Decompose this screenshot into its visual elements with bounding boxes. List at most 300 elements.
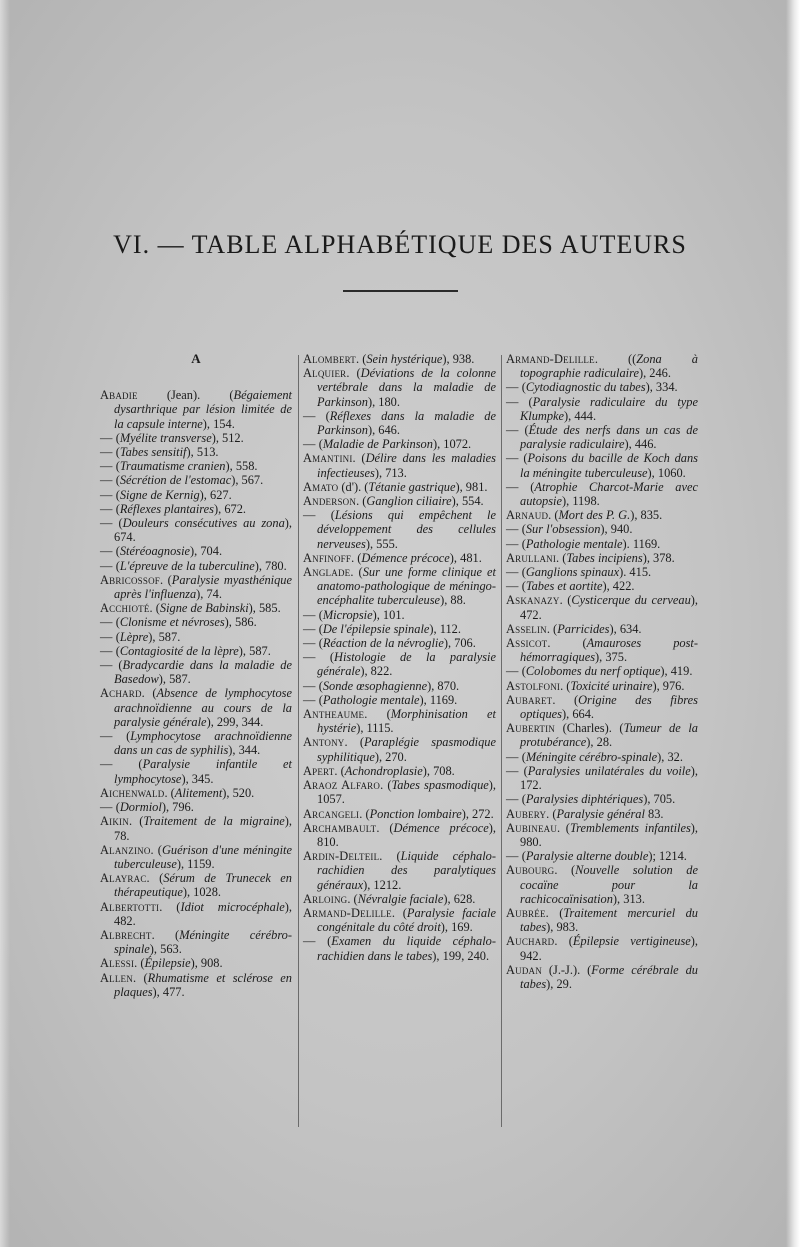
page-refs: ). 415. (619, 565, 652, 580)
index-entry (100, 928, 292, 956)
entry-detail: ( (518, 423, 529, 438)
author-name: — (303, 408, 316, 423)
author-name: — (100, 487, 113, 502)
entry-detail: . ( (146, 871, 164, 886)
index-entry (506, 508, 698, 522)
entry-detail: (Charles). ( (555, 721, 624, 736)
page-refs: ), 32. (657, 749, 683, 764)
work-title: Sonde œsophagienne (322, 678, 428, 693)
index-entry (100, 686, 292, 729)
page-refs: ), 563. (149, 942, 182, 957)
page-refs: ), 940. (600, 522, 633, 537)
entry-detail: ( (315, 508, 335, 523)
page-refs: ), 835. (630, 508, 663, 523)
work-title: Forme cérébrale du tabes (520, 962, 698, 991)
entry-detail: ( (315, 607, 323, 622)
entry-detail: ( (518, 451, 528, 466)
author-name: — (303, 692, 316, 707)
index-entry (100, 729, 292, 757)
entry-detail: ( (518, 579, 526, 594)
entry-detail: . ( (391, 905, 407, 920)
work-title: Tabes spasmodique (391, 778, 489, 793)
page-refs: ), 706. (443, 636, 476, 651)
work-title: Lymphocytose arachnoïdienne dans un cas de syphilis (114, 729, 292, 758)
index-entry (100, 956, 292, 970)
author-name: Aubertin (506, 721, 556, 736)
page-refs: ), 180. (367, 394, 400, 409)
page-refs: ), 1159. (176, 856, 215, 871)
page-refs: ), 585. (248, 601, 281, 616)
author-name: Alessi (100, 956, 135, 971)
page-refs: ), 674. (114, 516, 292, 545)
index-entry (303, 650, 496, 678)
index-entry (303, 821, 496, 849)
entry-detail: . ( (164, 785, 175, 800)
index-entry (303, 679, 496, 693)
work-title: Déviations de la colonne vertébrale dans la maladie de Parkinson (317, 366, 497, 409)
index-entry (100, 502, 292, 516)
author-name: — (100, 430, 113, 445)
author-name: Albrecht (100, 927, 152, 942)
index-entry (100, 573, 292, 601)
work-title: Rhumatisme et sclérose en plaques (114, 970, 292, 999)
work-title: Tabes et aortite (525, 579, 603, 594)
page-refs: ), 172. (520, 763, 698, 793)
work-title: Dormiol (119, 800, 162, 815)
entry-detail: . ( (547, 636, 587, 651)
page-refs: ), 446. (624, 437, 657, 452)
index-entry (303, 480, 496, 494)
entry-detail: ( (112, 487, 120, 502)
author-name: — (100, 629, 113, 644)
entry-detail: . ( (347, 891, 358, 906)
author-name: — (303, 508, 316, 523)
entry-detail: . ( (545, 905, 564, 920)
index-entry (100, 658, 292, 686)
page-refs: ), 422. (602, 579, 635, 594)
author-name: — (100, 800, 113, 815)
work-title: Méningite cérébro-spinale (525, 749, 658, 764)
index-entry (100, 900, 292, 928)
author-name: Asselin (506, 621, 547, 636)
entry-detail: ( (112, 516, 123, 531)
entry-detail: . ( (159, 899, 181, 914)
index-entry (506, 451, 698, 479)
work-title: Tabes sensitif (119, 445, 187, 460)
work-title: Cytodiagnostic du tabes (525, 380, 646, 395)
entry-detail: ( (112, 558, 120, 573)
index-entry (100, 388, 292, 431)
work-title: Tremblements infantiles (569, 820, 691, 835)
index-column-1 (100, 352, 292, 999)
entry-detail: . ( (134, 956, 145, 971)
work-title: Atrophie Charcot-Marie avec autopsie (520, 479, 698, 509)
author-name: Archambault (303, 820, 377, 835)
work-title: Paralysie alterne double (525, 849, 649, 864)
page-refs: ), 513. (186, 445, 219, 460)
author-name: Alombert (303, 352, 357, 366)
work-title: Guérison d'une méningite tuberculeuse (114, 842, 292, 871)
entry-detail: ( (112, 658, 123, 673)
author-name: Albertotti (100, 899, 160, 914)
index-entry (506, 380, 698, 394)
page-refs: ), 477. (152, 984, 185, 999)
author-name: Achard (100, 686, 142, 701)
entry-detail: . ( (364, 707, 391, 722)
page-refs: ); 1214. (648, 849, 687, 864)
work-title: Amauroses post-hémorragiques (520, 636, 698, 665)
author-name: Alanzino (100, 842, 151, 857)
index-entry (100, 488, 292, 502)
page-refs: ), 101. (372, 607, 405, 622)
index-entry (506, 863, 698, 906)
work-title: Tabes incipiens (566, 550, 643, 565)
author-name: — (100, 501, 113, 516)
entry-detail: ( (315, 621, 323, 636)
index-entry (303, 366, 496, 409)
index-entry (506, 679, 698, 693)
author-name: Abricossof (100, 572, 160, 587)
entry-detail: . ( (556, 550, 567, 565)
author-name: Aichenwald (100, 785, 165, 800)
entry-detail: . ( (559, 593, 572, 608)
author-name: Acchioté (100, 601, 150, 616)
index-entry (303, 735, 496, 763)
page-refs: ), 482. (114, 899, 292, 928)
page-refs: ), 419. (660, 664, 693, 679)
entry-detail: . ( (128, 814, 144, 829)
entry-detail: ( (518, 394, 533, 409)
index-entry (303, 622, 496, 636)
entry-detail: . ( (351, 550, 362, 565)
work-title: Pathologie mentale (525, 536, 623, 551)
index-entry (303, 693, 496, 707)
work-title: Signe de Babinski (159, 601, 249, 616)
index-entry (303, 892, 496, 906)
work-title: Clonisme et névroses (119, 615, 225, 630)
entry-detail: ( (518, 664, 526, 679)
author-name: Ardin-Delteil (303, 849, 380, 864)
entry-detail: ( (112, 501, 120, 516)
index-entry (100, 871, 292, 899)
author-name: — (506, 664, 519, 679)
page-refs: ), 1060. (647, 465, 686, 480)
entry-detail: ( (112, 430, 120, 445)
entry-detail: ( (518, 849, 526, 864)
work-title: Achondroplasie (344, 763, 423, 778)
author-name: Aubaret (506, 692, 553, 707)
author-name: — (506, 522, 519, 537)
work-title: Traitement de la migraine (143, 814, 285, 829)
author-name: Arnaud (506, 508, 549, 523)
author-name: — (100, 516, 113, 531)
page-refs: ), 627. (199, 487, 232, 502)
page-refs: ), 246. (638, 366, 671, 381)
author-name: Amantini (303, 451, 353, 466)
author-name: Araoz Alfaro (303, 778, 381, 793)
author-name: Alquier (303, 366, 347, 381)
index-entry (100, 516, 292, 544)
index-entry (100, 601, 292, 615)
work-title: Paralysie faciale congénitale du côté droit (317, 905, 496, 935)
author-name: — (303, 678, 316, 693)
entry-detail: (d'). ( (338, 479, 369, 494)
author-name: — (506, 763, 519, 778)
work-title: Ponction lombaire (369, 806, 462, 821)
entry-detail: (Jean). ( (137, 388, 234, 403)
index-entry (100, 786, 292, 800)
author-name: Audan (506, 962, 542, 977)
index-entry (506, 537, 698, 551)
author-name: — (100, 643, 113, 658)
page-refs: ), 28. (586, 735, 613, 750)
page-refs: ), 713. (374, 465, 407, 480)
author-name: — (100, 757, 113, 772)
work-title: Ganglion ciliaire (366, 494, 452, 509)
work-title: Liquide céphalo-rachidien des paralytiques généraux (317, 849, 497, 892)
work-title: Épilepsie vertigineuse (572, 934, 691, 949)
author-name: — (506, 423, 519, 438)
entry-detail: ( (112, 643, 120, 658)
index-entry (506, 750, 698, 764)
index-entry (303, 451, 496, 479)
page-refs: ). 1169. (622, 536, 661, 551)
index-entry (100, 459, 292, 473)
work-title: Ganglions spinaux (525, 565, 620, 580)
page-refs: ), 112. (429, 621, 461, 636)
index-entry (303, 636, 496, 650)
author-name: Amato (303, 479, 339, 494)
index-entry (506, 807, 698, 821)
author-name: Astolfoni (506, 678, 561, 693)
page-refs: ), 586. (224, 615, 257, 630)
entry-detail: . ( (554, 863, 576, 878)
entry-detail: ( (518, 479, 535, 494)
page-refs: ), 983. (546, 920, 579, 935)
index-entry (303, 551, 496, 565)
page-refs: ), 942. (520, 934, 698, 963)
page-refs: ), 587. (238, 643, 271, 658)
author-name: Anfinoff (303, 550, 352, 565)
page-refs: ), 1028. (182, 885, 222, 900)
page-refs: ), 78. (114, 814, 293, 843)
index-entry (303, 906, 496, 934)
index-entry (506, 423, 698, 451)
author-name: — (303, 650, 316, 665)
index-entry (303, 508, 496, 551)
page-refs: ), 270. (374, 749, 407, 764)
page-refs: 83. (644, 806, 664, 821)
page-refs: ), 29. (546, 976, 572, 991)
work-title: Sécrétion de l'estomac (119, 473, 232, 488)
index-entry (506, 352, 698, 380)
index-entry (100, 544, 292, 558)
author-name: — (506, 479, 519, 494)
author-name: Abadie (100, 388, 138, 403)
index-entry (506, 693, 698, 721)
work-title: Paraplégie spasmodique syphilitique (317, 735, 496, 764)
entry-detail: ( (112, 473, 120, 488)
work-title: Sur l'obsession (525, 522, 601, 537)
author-name: Armand-Delille (506, 352, 595, 366)
page-refs: ), 587. (148, 629, 181, 644)
author-name: — (100, 544, 113, 559)
entry-detail: ( (518, 792, 526, 807)
page-refs: ), 567. (231, 473, 264, 488)
author-name: Aubrée (506, 905, 546, 920)
page-refs: ), 938. (442, 352, 475, 366)
entry-detail: . ( (346, 366, 361, 381)
author-name: — (303, 934, 316, 949)
page-refs: ), 976. (652, 678, 685, 693)
page-refs: ), 1212. (363, 877, 402, 892)
work-title: Origine des fibres optiques (520, 692, 698, 722)
index-entry (506, 551, 698, 565)
page-refs: ), 481. (449, 550, 482, 565)
entry-detail: ( (518, 749, 526, 764)
author-name: — (100, 615, 113, 630)
author-name: — (303, 621, 316, 636)
author-name: — (100, 558, 113, 573)
page-refs: ), 558. (225, 459, 258, 474)
author-name: — (506, 579, 519, 594)
column-divider (298, 355, 299, 1127)
author-name: Allen (100, 970, 133, 985)
index-entry (506, 565, 698, 579)
index-entry (303, 849, 496, 892)
index-entry (506, 579, 698, 593)
entry-detail: . ( (334, 763, 345, 778)
entry-detail: . ( (132, 970, 148, 985)
author-name: Aubery (506, 806, 547, 821)
entry-detail: ( (112, 800, 120, 815)
entry-detail: . ( (546, 806, 557, 821)
work-title: Idiot microcéphale (180, 899, 285, 914)
page-refs: ), 334. (645, 380, 678, 395)
index-entry (100, 800, 292, 814)
work-title: Bégaiement dysarthrique par lésion limitée de la capsule interne (114, 388, 292, 431)
page-refs: ), 780. (254, 558, 287, 573)
work-title: Lésions qui empêchent le développement des cellules nerveuses (317, 508, 496, 551)
author-name: Anderson (303, 494, 357, 509)
work-title: Tétanie gastrique (368, 479, 456, 494)
author-name: Aikin (100, 814, 129, 829)
page-refs: ), 169. (440, 920, 473, 935)
author-name: Arullani (506, 550, 557, 565)
author-name: Aubourg (506, 863, 555, 878)
entry-detail: ( (112, 729, 131, 744)
page-refs: ), 1169. (419, 692, 458, 707)
page-refs: ), 672. (214, 501, 247, 516)
work-title: Névralgie faciale (357, 891, 444, 906)
index-entry (303, 764, 496, 778)
index-entry (506, 934, 698, 962)
author-name: — (100, 658, 113, 673)
index-entry (303, 608, 496, 622)
work-title: Poisons du bacille de Koch dans la méningite tuberculeuse (520, 451, 698, 480)
entry-detail: ( (112, 544, 120, 559)
work-title: Sur une forme clinique et anatomo-pathologique de méningo-encéphalite tuberculeuse (317, 565, 496, 608)
work-title: Lèpre (119, 629, 149, 644)
work-title: Traumatisme cranien (119, 459, 226, 474)
index-entry (506, 963, 698, 991)
entry-detail: . (( (594, 352, 637, 366)
entry-detail: . ( (546, 621, 558, 636)
column-divider (501, 355, 502, 1127)
page-refs: ), 512. (211, 430, 244, 445)
page-refs: ), 299, 344. (206, 714, 264, 729)
index-entry (100, 559, 292, 573)
author-name: — (100, 729, 113, 744)
page-refs: ), 634. (609, 621, 642, 636)
index-entry (506, 764, 698, 792)
work-title: Démence précoce (361, 550, 450, 565)
work-title: Délire dans les maladies infectieuses (317, 451, 497, 480)
page-refs: ), 154. (202, 416, 235, 431)
author-name: Anglade (303, 565, 351, 580)
page-refs: ), 1198. (562, 494, 600, 509)
page-refs: ), 472. (520, 593, 698, 622)
index-entry (100, 644, 292, 658)
work-title: Histologie de la paralysie générale (317, 650, 496, 679)
index-entry (506, 480, 698, 508)
page-refs: ), 587. (158, 672, 191, 687)
work-title: Réflexes plantaires (119, 501, 214, 516)
entry-detail: ( (315, 650, 335, 665)
page-refs: ), 981. (455, 479, 488, 494)
work-title: Paralysie myasthénique après l'influenza (114, 572, 292, 602)
entry-detail: ( (112, 459, 120, 474)
page-refs: ), 704. (190, 544, 223, 559)
author-name: — (303, 607, 316, 622)
index-column-3 (506, 352, 698, 991)
page-refs: ), 705. (643, 792, 676, 807)
work-title: Réaction de la névroglie (322, 636, 444, 651)
work-title: Démence précoce (393, 820, 489, 835)
work-title: Sein hystérique (366, 352, 443, 366)
index-entry (100, 473, 292, 487)
page-refs: ), 664. (562, 707, 595, 722)
entry-detail: . ( (557, 820, 570, 835)
page-refs: ), 444. (564, 408, 597, 423)
work-title: L'épreuve de la tuberculine (119, 558, 255, 573)
work-title: Étude des nerfs dans un cas de paralysie radiculaire (520, 423, 698, 452)
author-name: — (100, 445, 113, 460)
page-edge-left (0, 0, 10, 1247)
author-name: — (100, 473, 113, 488)
page-refs: ), 822. (360, 664, 393, 679)
entry-detail: ( (315, 678, 323, 693)
work-title: Bradycardie dans la maladie de Basedow (114, 658, 292, 687)
entry-detail: . ( (356, 494, 367, 509)
entry-detail: ( (112, 615, 120, 630)
page-refs: ), 345. (181, 771, 214, 786)
entry-detail: . ( (560, 678, 571, 693)
work-title: Cysticerque du cerveau (571, 593, 691, 608)
index-entry (100, 445, 292, 459)
author-name: — (506, 849, 519, 864)
index-entry (303, 494, 496, 508)
entry-detail: ( (315, 408, 330, 423)
index-entry (303, 437, 496, 451)
work-title: De l'épilepsie spinale (322, 621, 430, 636)
page-refs: ), 1072. (432, 437, 472, 452)
index-entry (303, 934, 496, 962)
work-title: Paralysie infantile et lymphocytose (114, 757, 292, 786)
page-refs: ), 313. (612, 891, 645, 906)
index-entry (303, 707, 496, 735)
entry-detail: ( (518, 380, 526, 395)
